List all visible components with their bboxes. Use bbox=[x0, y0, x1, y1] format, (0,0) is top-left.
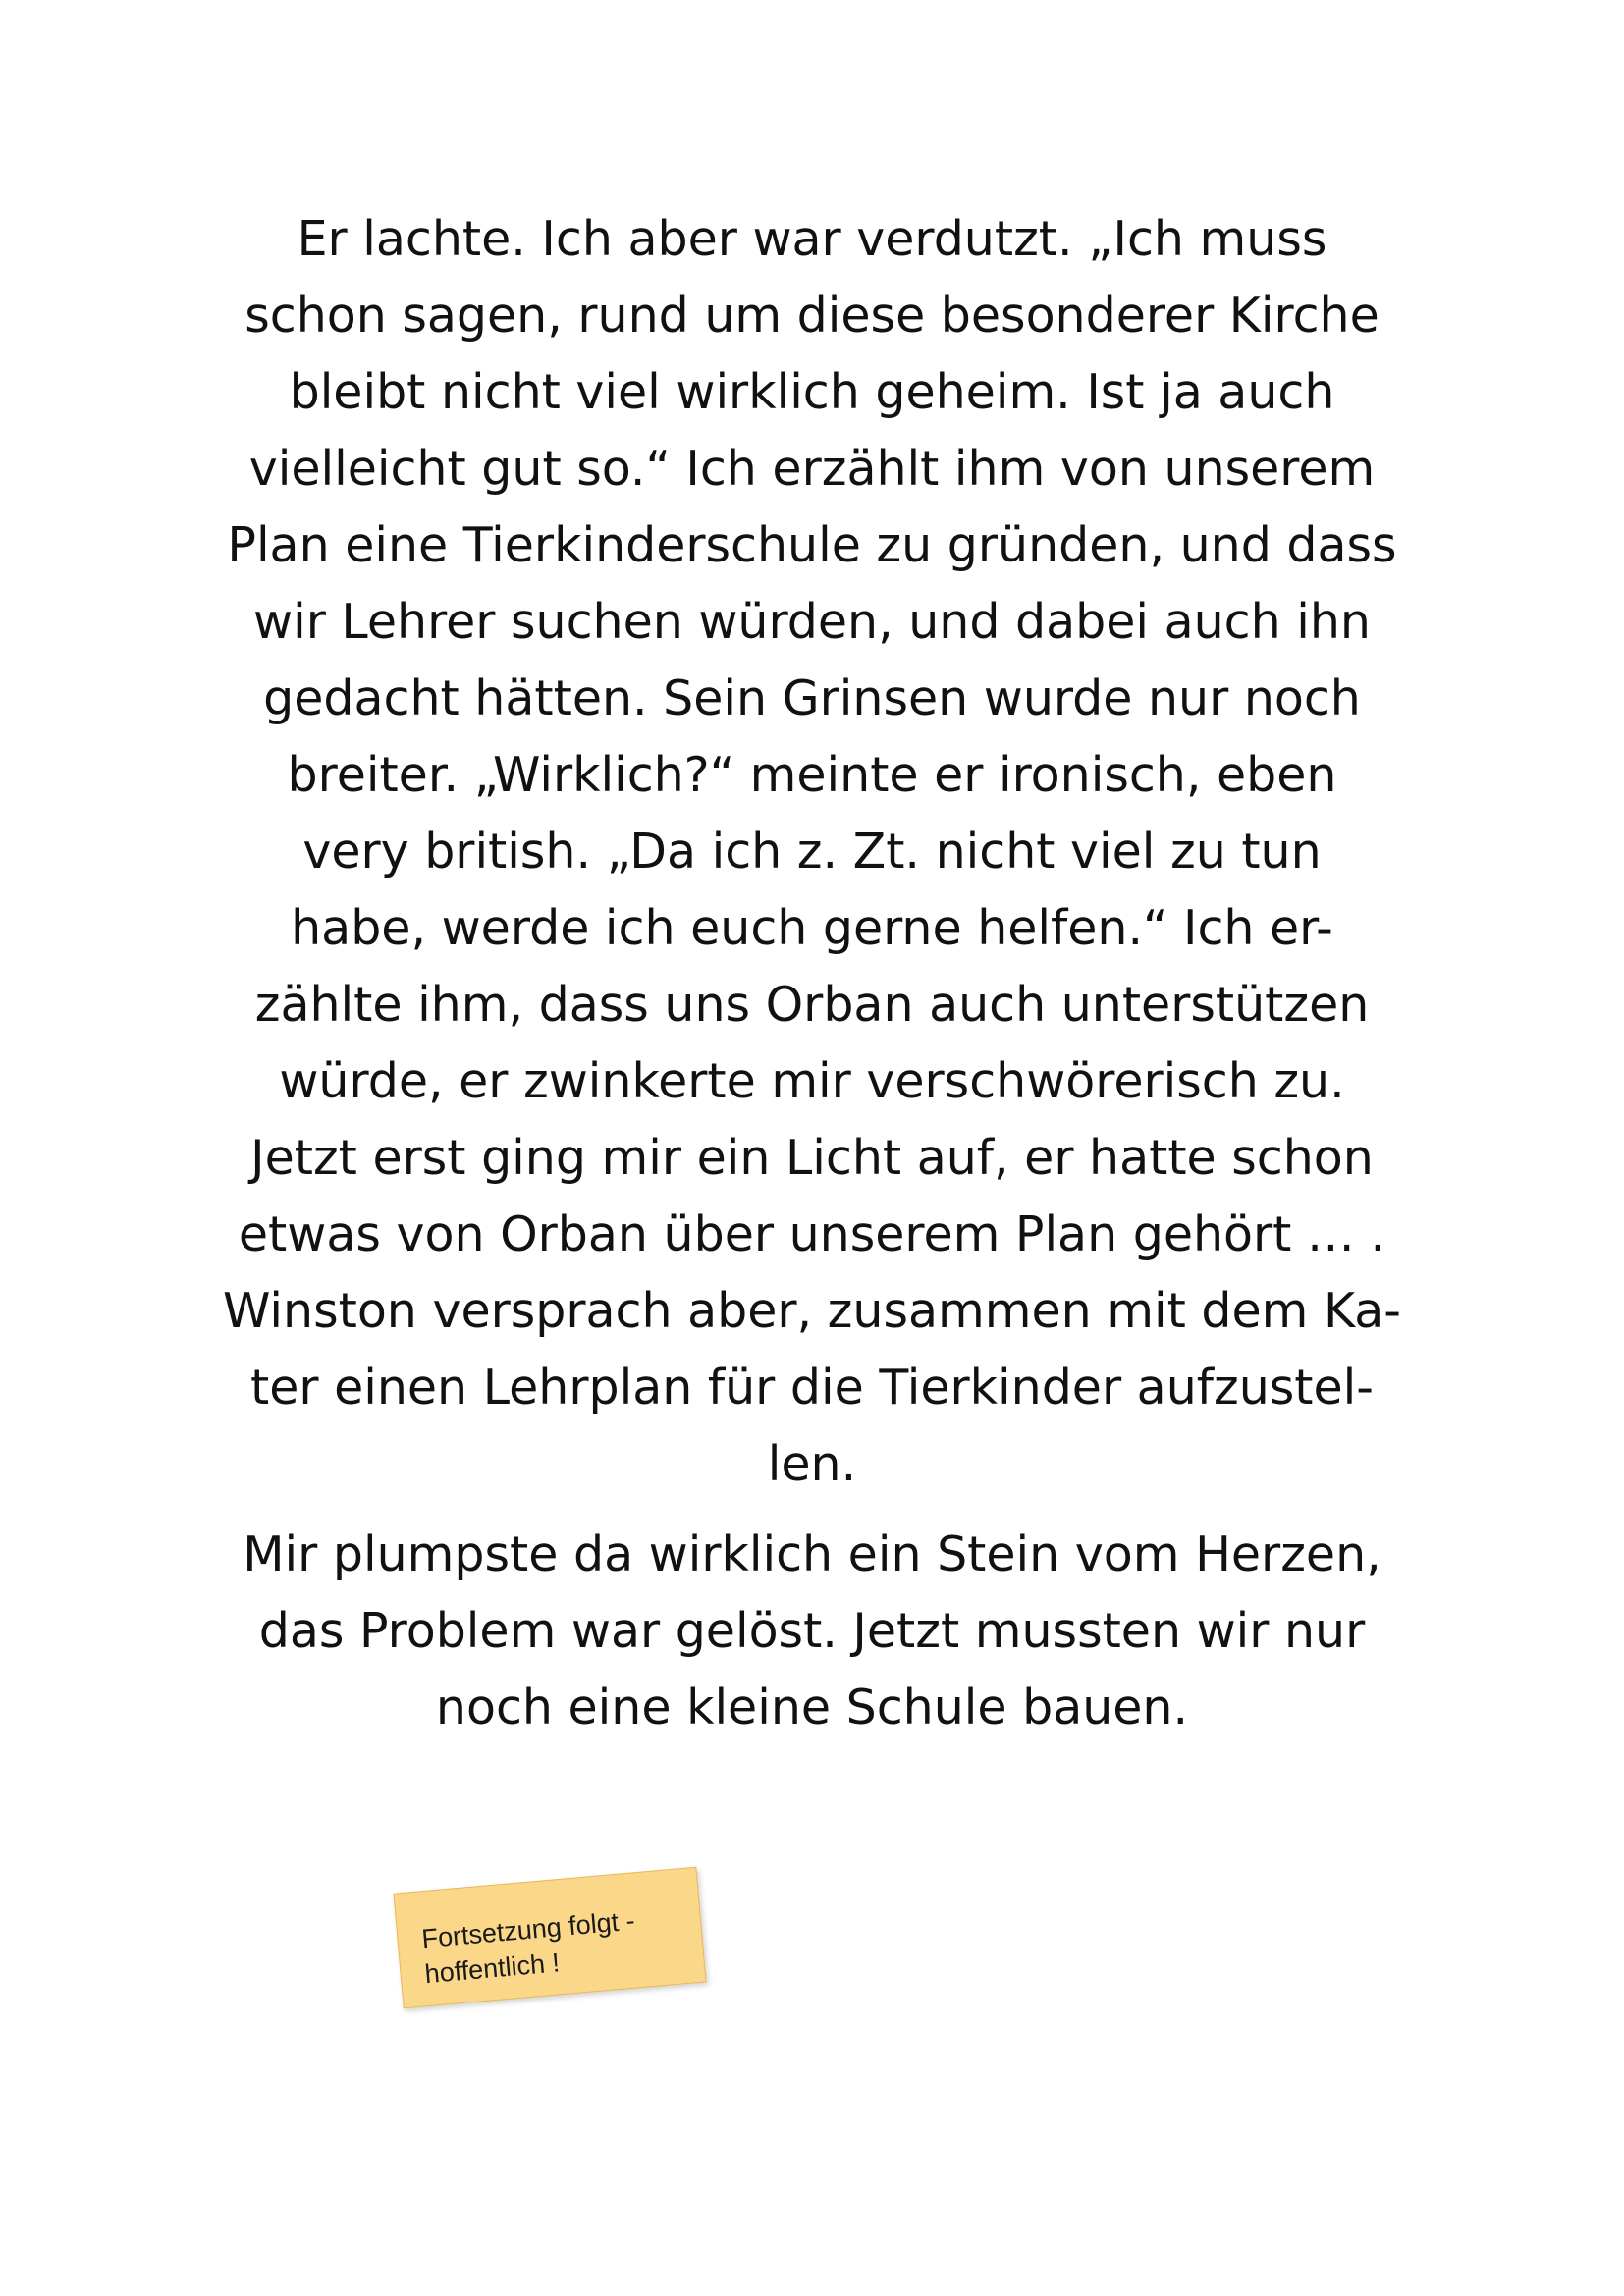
text-line: vielleicht gut so.“ Ich erzählt ihm von unserem bbox=[248, 441, 1376, 497]
text-line: len. bbox=[767, 1436, 857, 1492]
paragraph-spacer bbox=[187, 1503, 1437, 1517]
paragraph-2 bbox=[187, 1517, 1437, 1746]
text-line: habe, werde ich euch gerne helfen.“ Ich er- bbox=[291, 900, 1333, 956]
sticky-note bbox=[393, 1867, 706, 2009]
story-text bbox=[187, 201, 1437, 1746]
text-line: Mir plumpste da wirklich ein Stein vom Herzen, bbox=[243, 1526, 1381, 1582]
note-line-1: Fortsetzung folgt - bbox=[420, 1905, 636, 1954]
text-line: gedacht hätten. Sein Grinsen wurde nur noch bbox=[263, 670, 1361, 726]
text-line: Er lachte. Ich aber war verdutzt. „Ich muss bbox=[297, 211, 1327, 267]
text-line: das Problem war gelöst. Jetzt mussten wir nur bbox=[258, 1603, 1366, 1659]
text-line: würde, er zwinkerte mir verschwörerisch zu. bbox=[279, 1053, 1345, 1109]
text-line: etwas von Orban über unserem Plan gehört … . bbox=[238, 1206, 1386, 1262]
text-line: bleibt nicht viel wirklich geheim. Ist ja auch bbox=[289, 364, 1335, 420]
paragraph-1 bbox=[187, 201, 1437, 1503]
text-line: wir Lehrer suchen würden, und dabei auch ihn bbox=[253, 594, 1371, 650]
text-line: Jetzt erst ging mir ein Licht auf, er hatte schon bbox=[250, 1130, 1374, 1186]
text-line: zählte ihm, dass uns Orban auch unterstützen bbox=[254, 977, 1370, 1033]
text-line: Plan eine Tierkinderschule zu gründen, und dass bbox=[227, 517, 1397, 573]
text-line: Winston versprach aber, zusammen mit dem Ka- bbox=[223, 1283, 1401, 1339]
text-line: breiter. „Wirklich?“ meinte er ironisch, eben bbox=[287, 747, 1337, 803]
text-line: noch eine kleine Schule bauen. bbox=[435, 1680, 1189, 1735]
text-line: very british. „Da ich z. Zt. nicht viel zu tun bbox=[302, 824, 1322, 880]
text-line: ter einen Lehrplan für die Tierkinder aufzustel- bbox=[250, 1360, 1374, 1415]
note-line-2: hoffentlich ! bbox=[423, 1948, 562, 1990]
text-line: schon sagen, rund um diese besonderer Kirche bbox=[244, 288, 1380, 344]
